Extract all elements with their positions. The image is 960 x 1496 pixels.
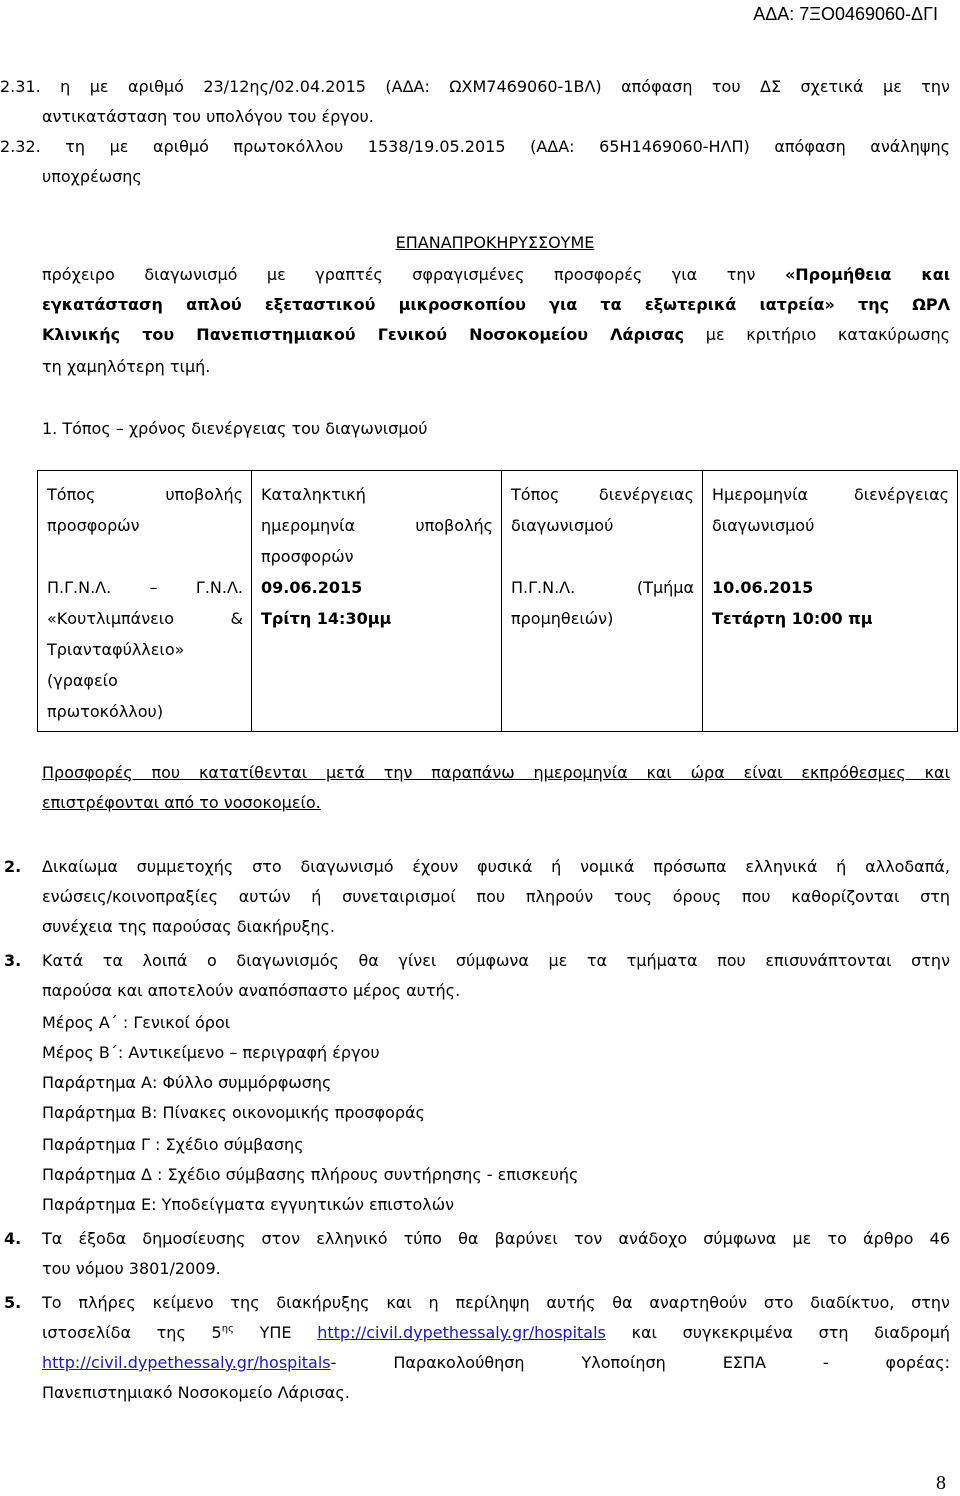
cell-place-submission: [38, 572, 252, 732]
cell-place-conduct: [502, 572, 703, 732]
section5-line3-text: - Παρακολούθηση Υλοποίηση ΕΣΠΑ - φορέας:: [330, 1353, 950, 1372]
hospitals-link-1[interactable]: http://civil.dypethessaly.gr/hospitals: [317, 1323, 606, 1342]
announce-line4: τη χαμηλότερη τιμή.: [42, 357, 211, 376]
section5-line4: Πανεπιστημιακό Νοσοκομείο Λάρισας.: [42, 1383, 350, 1402]
section5-number: 5.: [4, 1293, 22, 1312]
section5-line2-ype: ΥΠΕ: [233, 1323, 318, 1342]
cell-date: 09.06.2015: [261, 578, 363, 597]
item-2-32-line2: υποχρέωσης: [42, 167, 142, 186]
page-number: 8: [936, 1472, 946, 1494]
cell-text: Π.Γ.Ν.Λ. – Γ.Ν.Λ.: [47, 578, 243, 597]
section5-line2-text: ιστοσελίδα της 5: [42, 1323, 222, 1342]
cell-text: πρωτοκόλλου): [47, 702, 164, 721]
late-notice-line2: επιστρέφονται από το νοσοκομείο.: [42, 793, 321, 812]
announce-title: ΕΠΑΝΑΠΡΟΚΗΡΥΣΣΟΥΜΕ: [395, 233, 595, 252]
annex-b: Παράρτημα Β: Πίνακες οικονομικής προσφοράς: [42, 1103, 425, 1122]
section4-line1: Τα έξοδα δημοσίευσης στον ελληνικό τύπο θα βαρύνει τον ανάδοχο σύμφωνα με το άρθρο 46: [42, 1229, 950, 1248]
announce-line1-bold: «Προμήθεια και: [784, 265, 951, 284]
section5-line1: Το πλήρες κείμενο της διακήρυξης και η περίληψη αυτής θα αναρτηθούν στο διαδίκτυο, στην: [42, 1293, 950, 1312]
item-2-31-line2: αντικατάσταση του υπολόγου του έργου.: [42, 107, 374, 126]
section2-line3: συνέχεια της παρούσας διακήρυξης.: [42, 917, 335, 936]
section1-title: 1. Τόπος – χρόνος διενέργειας του διαγωνισμού: [42, 419, 428, 438]
cell-text: Π.Γ.Ν.Λ. (Τμήμα: [511, 578, 694, 597]
cell-text: «Κουτλιμπάνειο &: [47, 609, 243, 628]
annex-e: Παράρτημα Ε: Υποδείγματα εγγυητικών επιστολών: [42, 1195, 455, 1214]
ada-code: ΑΔΑ: 7ΞΟ0469060-ΔΓΙ: [753, 4, 938, 24]
cell-text: (γραφείο: [47, 671, 118, 690]
section5-line2-tail: και συγκεκριμένα στη διαδρομή: [605, 1323, 950, 1342]
annex-c: Παράρτημα Γ : Σχέδιο σύμβασης: [42, 1135, 304, 1154]
header-text: Τόπος διενέργειας: [511, 485, 694, 504]
section2-line1: Δικαίωμα συμμετοχής στο διαγωνισμό έχουν φυσικά ή νομικά πρόσωπα ελληνικά ή αλλοδαπά,: [42, 857, 950, 876]
section3-number: 3.: [4, 951, 22, 970]
announce-line1: [42, 264, 950, 286]
cell-date: 10.06.2015: [712, 578, 814, 597]
table-header-row: [38, 471, 958, 573]
item-2-32-line1: 2.32. τη με αριθμό πρωτοκόλλου 1538/19.05.2015 (ΑΔΑ: 65Η1469060-ΗΛΠ) απόφαση ανάληψης: [0, 137, 950, 156]
announce-line3-bold: Κλινικής του Πανεπιστημιακού Γενικού Νοσοκομείου Λάρισας: [42, 325, 685, 344]
part-a: Μέρος Α΄ : Γενικοί όροι: [42, 1013, 231, 1032]
section4-line2: του νόμου 3801/2009.: [42, 1259, 221, 1278]
cell-text: προμηθειών): [511, 609, 614, 628]
table-row: [38, 572, 958, 732]
late-notice-line1: Προσφορές που κατατίθενται μετά την παραπάνω ημερομηνία και ώρα είναι εκπρόθεσμες και: [42, 763, 950, 782]
header-text: Τόπος υποβολής: [47, 485, 243, 504]
announce-line3: [42, 324, 950, 346]
item-2-31-line1: 2.31. η με αριθμό 23/12ης/02.04.2015 (ΑΔΑ: ΩΧΜ7469060-1ΒΛ) απόφαση του ΔΣ σχετικά με την: [0, 77, 950, 96]
schedule-table: [37, 470, 958, 732]
header-cell-place-conduct: [502, 471, 703, 573]
header-text: διαγωνισμού: [511, 516, 614, 535]
announce-line1-text: πρόχειρο διαγωνισμό με γραπτές σφραγισμένες προσφορές για την: [42, 265, 785, 284]
part-b: Μέρος Β΄: Αντικείμενο – περιγραφή έργου: [42, 1043, 380, 1062]
section5-line2: [42, 1322, 950, 1344]
section3-line2: παρούσα και αποτελούν αναπόσπαστο μέρος αυτής.: [42, 981, 461, 1000]
header-text: ημερομηνία υποβολής: [261, 516, 493, 535]
annex-a: Παράρτημα Α: Φύλλο συμμόρφωσης: [42, 1073, 332, 1092]
annex-d: Παράρτημα Δ : Σχέδιο σύμβασης πλήρους συντήρησης - επισκευής: [42, 1165, 579, 1184]
header-text: προσφορών: [261, 547, 354, 566]
section5-line3: [42, 1352, 950, 1374]
header-text: προσφορών: [47, 516, 140, 535]
header-cell-deadline: [252, 471, 502, 573]
section2-line2: ενώσεις/κοινοπραξίες αυτών ή συνεταιρισμοί που πληρούν τους όρους που καθορίζονται στη: [42, 887, 950, 906]
section5-superscript: ης: [221, 1323, 234, 1335]
announce-line2: εγκατάσταση απλού εξεταστικού μικροσκοπίου για τα εξωτερικά ιατρεία» της ΩΡΛ: [42, 295, 950, 314]
cell-text: Τριανταφύλλειο»: [47, 640, 185, 659]
cell-date-conduct: [703, 572, 958, 732]
cell-time: Τετάρτη 10:00 πμ: [712, 609, 873, 628]
header-cell-place-submission: [38, 471, 252, 573]
section2-number: 2.: [4, 857, 22, 876]
header-cell-date-conduct: [703, 471, 958, 573]
cell-time: Τρίτη 14:30μμ: [261, 609, 392, 628]
cell-deadline: [252, 572, 502, 732]
section3-line1: Κατά τα λοιπά ο διαγωνισμός θα γίνει σύμφωνα με τα τμήματα που επισυνάπτονται στην: [42, 951, 950, 970]
header-text: Καταληκτική: [261, 485, 366, 504]
announce-line3-text: με κριτήριο κατακύρωσης: [684, 325, 950, 344]
hospitals-link-2[interactable]: http://civil.dypethessaly.gr/hospitals: [42, 1353, 331, 1372]
section4-number: 4.: [4, 1229, 22, 1248]
header-text: Ημερομηνία διενέργειας: [712, 485, 949, 504]
header-text: διαγωνισμού: [712, 516, 815, 535]
